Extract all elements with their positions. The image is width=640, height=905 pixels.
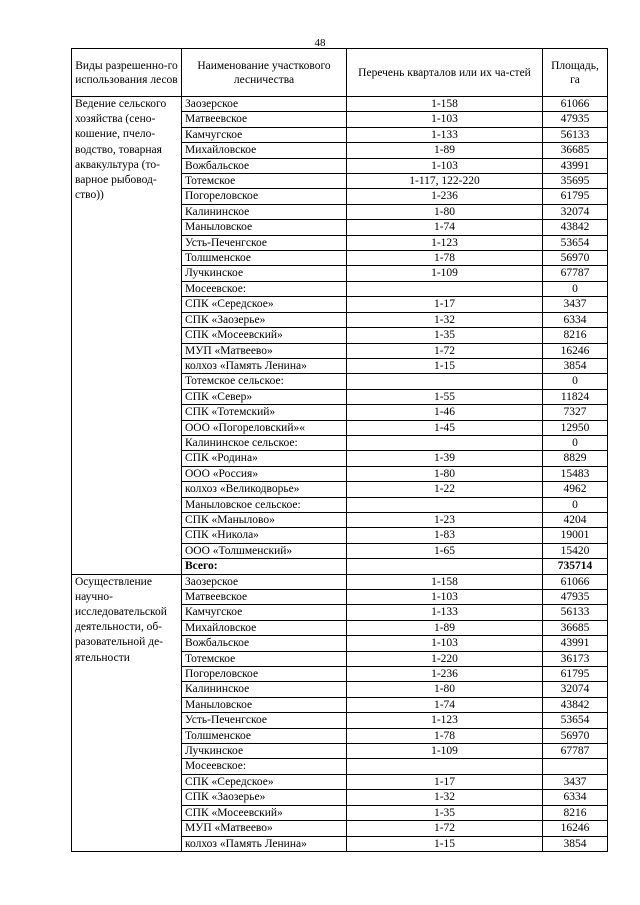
forestry-name-cell: Калининское: [182, 682, 347, 697]
forestry-name-cell: СПК «Никола»: [182, 528, 347, 543]
quarters-cell: 1-109: [347, 744, 543, 759]
header-quarters-list: Перечень кварталов или их ча-стей: [347, 49, 543, 97]
use-type-cell: Ведение сельского хозяйства (сено-кошение, пчело-водство, товарная аквакультура (то-варное рыбовод-ство)): [72, 97, 182, 575]
quarters-cell: 1-133: [347, 605, 543, 620]
quarters-cell: 1-236: [347, 667, 543, 682]
area-cell: 43991: [543, 636, 608, 651]
area-cell: 15420: [543, 543, 608, 558]
forestry-name-cell: Маныловское: [182, 697, 347, 712]
forest-use-table: [71, 48, 608, 852]
quarters-cell: 1-17: [347, 297, 543, 312]
quarters-cell: [347, 435, 543, 450]
quarters-cell: [347, 759, 543, 774]
forestry-name-cell: СПК «Середское»: [182, 297, 347, 312]
page-number: 48: [314, 37, 326, 49]
area-cell: 4204: [543, 512, 608, 527]
header-area: Площадь, га: [543, 49, 608, 97]
quarters-cell: 1-80: [347, 682, 543, 697]
forestry-name-cell: Толшменское: [182, 251, 347, 266]
quarters-cell: 1-236: [347, 189, 543, 204]
quarters-cell: 1-55: [347, 389, 543, 404]
forestry-name-cell: МУП «Матвеево»: [182, 821, 347, 836]
area-cell: 8829: [543, 451, 608, 466]
quarters-cell: 1-45: [347, 420, 543, 435]
quarters-cell: 1-65: [347, 543, 543, 558]
area-cell: 36685: [543, 620, 608, 635]
area-cell: 61795: [543, 189, 608, 204]
table-body: [72, 97, 608, 852]
forestry-name-cell: Тотемское: [182, 651, 347, 666]
quarters-cell: 1-23: [347, 512, 543, 527]
area-cell: 16246: [543, 821, 608, 836]
table-row: [72, 574, 608, 589]
forestry-name-cell: Маныловское: [182, 220, 347, 235]
forestry-name-cell: Тотемское: [182, 174, 347, 189]
area-cell: 56970: [543, 251, 608, 266]
quarters-cell: 1-15: [347, 836, 543, 851]
forestry-name-cell: Толшменское: [182, 728, 347, 743]
quarters-cell: 1-103: [347, 112, 543, 127]
area-cell: 0: [543, 497, 608, 512]
quarters-cell: 1-39: [347, 451, 543, 466]
forestry-name-cell: СПК «Заозерье»: [182, 312, 347, 327]
quarters-cell: 1-15: [347, 358, 543, 373]
quarters-cell: [347, 497, 543, 512]
area-cell: 3437: [543, 297, 608, 312]
forestry-name-cell: Усть-Печенгское: [182, 235, 347, 250]
area-cell: 61066: [543, 97, 608, 112]
area-cell: 67787: [543, 744, 608, 759]
forestry-name-cell: Михайловское: [182, 143, 347, 158]
area-cell: 3854: [543, 358, 608, 373]
quarters-cell: 1-117, 122-220: [347, 174, 543, 189]
area-cell: 0: [543, 374, 608, 389]
forestry-name-cell: ООО «Россия»: [182, 466, 347, 481]
area-cell: 61066: [543, 574, 608, 589]
area-cell: 56133: [543, 605, 608, 620]
quarters-cell: 1-123: [347, 713, 543, 728]
area-cell: 43991: [543, 158, 608, 173]
quarters-cell: 1-80: [347, 466, 543, 481]
area-cell: 47935: [543, 590, 608, 605]
quarters-cell: 1-46: [347, 405, 543, 420]
area-cell: 6334: [543, 312, 608, 327]
use-type-cell: Осуществление научно-исследовательской деятельности, об-разовательной де-ятельности: [72, 574, 182, 851]
forestry-name-cell: Лучкинское: [182, 744, 347, 759]
area-cell: 15483: [543, 466, 608, 481]
quarters-cell: 1-78: [347, 251, 543, 266]
quarters-cell: 1-72: [347, 343, 543, 358]
quarters-cell: 1-17: [347, 774, 543, 789]
quarters-cell: 1-32: [347, 312, 543, 327]
forestry-name-cell: Камчугское: [182, 605, 347, 620]
forestry-name-cell: Заозерское: [182, 574, 347, 589]
header-forestry-name: Наименование участкового лесничества: [182, 49, 347, 97]
quarters-cell: 1-89: [347, 620, 543, 635]
forestry-name-cell: Погореловское: [182, 189, 347, 204]
total-empty-cell: [347, 559, 543, 574]
area-cell: 16246: [543, 343, 608, 358]
total-value: 735714: [543, 559, 608, 574]
total-label: Всего:: [182, 559, 347, 574]
forestry-name-cell: Лучкинское: [182, 266, 347, 281]
area-cell: 67787: [543, 266, 608, 281]
forestry-name-cell: СПК «Середское»: [182, 774, 347, 789]
forestry-name-cell: СПК «Заозерье»: [182, 790, 347, 805]
area-cell: 56970: [543, 728, 608, 743]
forestry-name-cell: Михайловское: [182, 620, 347, 635]
forestry-name-cell: Матвеевское: [182, 112, 347, 127]
table-row: [72, 97, 608, 112]
forestry-name-cell: Матвеевское: [182, 590, 347, 605]
quarters-cell: 1-109: [347, 266, 543, 281]
area-cell: 19001: [543, 528, 608, 543]
forestry-name-cell: Вожбальское: [182, 158, 347, 173]
area-cell: 43842: [543, 220, 608, 235]
quarters-cell: 1-103: [347, 158, 543, 173]
forestry-name-cell: МУП «Матвеево»: [182, 343, 347, 358]
forestry-name-cell: СПК «Север»: [182, 389, 347, 404]
forestry-name-cell: СПК «Мосеевский»: [182, 328, 347, 343]
area-cell: 12950: [543, 420, 608, 435]
quarters-cell: 1-78: [347, 728, 543, 743]
quarters-cell: 1-74: [347, 220, 543, 235]
area-cell: 32074: [543, 204, 608, 219]
quarters-cell: 1-89: [347, 143, 543, 158]
forestry-name-cell: колхоз «Великодворье»: [182, 482, 347, 497]
area-cell: 8216: [543, 328, 608, 343]
quarters-cell: 1-83: [347, 528, 543, 543]
quarters-cell: 1-32: [347, 790, 543, 805]
quarters-cell: 1-35: [347, 328, 543, 343]
forestry-name-cell: СПК «Мосеевский»: [182, 805, 347, 820]
quarters-cell: 1-80: [347, 204, 543, 219]
header-use-type: Виды разрешенно-го использования лесов: [72, 49, 182, 97]
forestry-name-cell: Погореловское: [182, 667, 347, 682]
forestry-name-cell: Тотемское сельское:: [182, 374, 347, 389]
area-cell: 36685: [543, 143, 608, 158]
area-cell: 36173: [543, 651, 608, 666]
quarters-cell: 1-103: [347, 636, 543, 651]
quarters-cell: 1-158: [347, 574, 543, 589]
area-cell: 56133: [543, 127, 608, 142]
forestry-name-cell: ООО «Погореловский»«: [182, 420, 347, 435]
forestry-name-cell: Мосеевское:: [182, 281, 347, 296]
area-cell: 53654: [543, 713, 608, 728]
area-cell: 61795: [543, 667, 608, 682]
quarters-cell: 1-123: [347, 235, 543, 250]
area-cell: 53654: [543, 235, 608, 250]
forestry-name-cell: ООО «Толшменский»: [182, 543, 347, 558]
forestry-name-cell: колхоз «Память Ленина»: [182, 836, 347, 851]
area-cell: 0: [543, 435, 608, 450]
area-cell: 0: [543, 281, 608, 296]
area-cell: 32074: [543, 682, 608, 697]
quarters-cell: 1-103: [347, 590, 543, 605]
forestry-name-cell: СПК «Манылово»: [182, 512, 347, 527]
forestry-name-cell: Заозерское: [182, 97, 347, 112]
area-cell: 11824: [543, 389, 608, 404]
quarters-cell: 1-22: [347, 482, 543, 497]
table-header-row: [72, 49, 608, 97]
area-cell: 47935: [543, 112, 608, 127]
forestry-name-cell: колхоз «Память Ленина»: [182, 358, 347, 373]
quarters-cell: 1-158: [347, 97, 543, 112]
area-cell: 35695: [543, 174, 608, 189]
forestry-name-cell: СПК «Родина»: [182, 451, 347, 466]
forestry-name-cell: Маныловское сельское:: [182, 497, 347, 512]
forestry-name-cell: Вожбальское: [182, 636, 347, 651]
area-cell: 7327: [543, 405, 608, 420]
area-cell: 4962: [543, 482, 608, 497]
quarters-cell: [347, 281, 543, 296]
forestry-name-cell: Калининское сельское:: [182, 435, 347, 450]
forestry-name-cell: СПК «Тотемский»: [182, 405, 347, 420]
area-cell: 6334: [543, 790, 608, 805]
quarters-cell: 1-35: [347, 805, 543, 820]
area-cell: 43842: [543, 697, 608, 712]
forestry-name-cell: Усть-Печенгское: [182, 713, 347, 728]
forestry-name-cell: Камчугское: [182, 127, 347, 142]
area-cell: 3437: [543, 774, 608, 789]
area-cell: 3854: [543, 836, 608, 851]
quarters-cell: 1-74: [347, 697, 543, 712]
forestry-name-cell: Калининское: [182, 204, 347, 219]
quarters-cell: 1-220: [347, 651, 543, 666]
quarters-cell: [347, 374, 543, 389]
quarters-cell: 1-72: [347, 821, 543, 836]
area-cell: [543, 759, 608, 774]
forestry-name-cell: Мосеевское:: [182, 759, 347, 774]
area-cell: 8216: [543, 805, 608, 820]
quarters-cell: 1-133: [347, 127, 543, 142]
